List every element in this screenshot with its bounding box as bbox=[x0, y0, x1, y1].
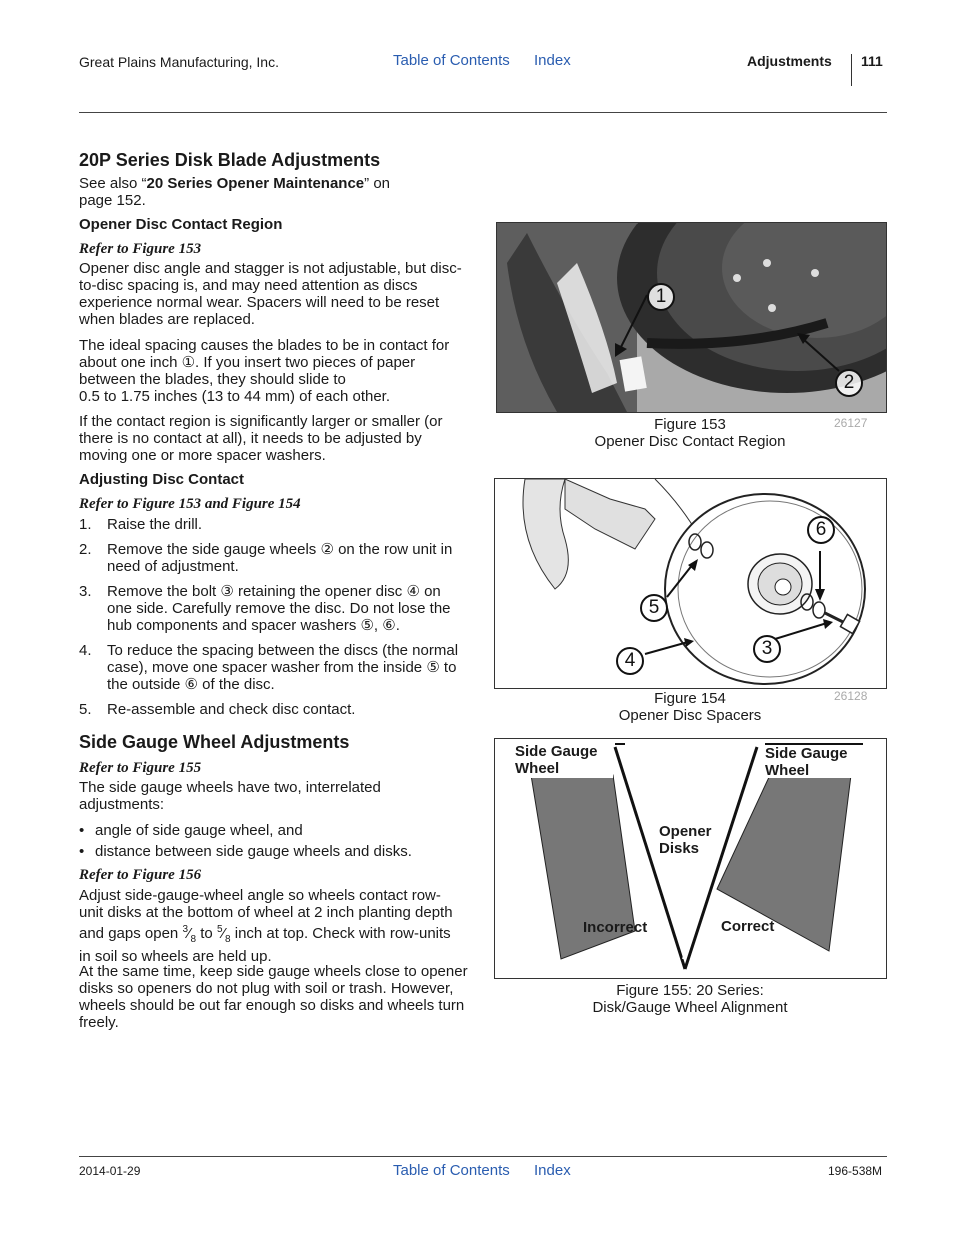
subsection-title-contact-region: Opener Disc Contact Region bbox=[79, 216, 283, 233]
figure-reference: Refer to Figure 153 and Figure 154 bbox=[79, 496, 301, 512]
callout-5: 5 bbox=[640, 594, 668, 622]
header-rule bbox=[79, 112, 887, 113]
callout-6: 6 bbox=[807, 516, 835, 544]
figure-reference: Refer to Figure 156 bbox=[79, 867, 202, 883]
figure-153-photo bbox=[496, 222, 887, 413]
callout-2: 2 bbox=[835, 369, 863, 397]
paragraph-gauge-angle: Adjust side-gauge-wheel angle so wheels contact row-unit disks at the bottom of wheel at 2 inch planting depth and gaps open $^3⁄_8$ to $^5⁄_8$ inch at top. Check with row-units in soil so wheels are held up. bbox=[79, 887, 453, 965]
label-side-gauge-wheel-left: Side Gauge Wheel bbox=[515, 743, 598, 777]
figure-153-caption: Figure 153 Opener Disc Contact Region bbox=[594, 416, 786, 450]
callout-1: 1 bbox=[647, 283, 675, 311]
figure-153-id: 26127 bbox=[834, 416, 868, 430]
footer-index-link[interactable]: Index bbox=[534, 1162, 571, 1179]
page-number: 111 bbox=[861, 53, 883, 69]
footer-doc-id: 196-538M bbox=[828, 1164, 883, 1178]
subsection-title-adjusting: Adjusting Disc Contact bbox=[79, 471, 245, 488]
footer-date: 2014-01-29 bbox=[79, 1164, 141, 1178]
figure-155-caption: Figure 155: 20 Series: Disk/Gauge Wheel Alignment bbox=[592, 982, 788, 1016]
opener-disc-photo bbox=[497, 223, 886, 412]
paragraph-contact-region: If the contact region is significantly larger or smaller (or there is no contact at all), it needs to be adjusted by moving one or more spacer washers. bbox=[79, 413, 443, 464]
paragraph-disc-angle: Opener disc angle and stagger is not adjustable, but disc-to-disc spacing is, and may need attention as discs experience normal wear. Spacers will need to be reset when blades are replaced. bbox=[79, 260, 462, 328]
figure-154-id: 26128 bbox=[834, 689, 868, 703]
figure-155-diagram bbox=[494, 738, 887, 979]
company-name: Great Plains Manufacturing, Inc. bbox=[79, 54, 279, 70]
label-opener-disks: Opener Disks bbox=[659, 823, 712, 857]
opener-disc-spacers-drawing bbox=[495, 479, 886, 688]
section-title-gauge-wheel: Side Gauge Wheel Adjustments bbox=[79, 732, 350, 752]
paragraph-ideal-spacing: The ideal spacing causes the blades to be in contact for about one inch ①. If you insert two pieces of paper between the blades, they should slide to 0.5 to 1.75 inches (13 to 44 mm) of each other. bbox=[79, 337, 450, 405]
figure-reference: Refer to Figure 155 bbox=[79, 760, 202, 776]
paragraph-gauge-intro: The side gauge wheels have two, interrelated adjustments: bbox=[79, 779, 381, 813]
callout-4: 4 bbox=[616, 647, 644, 675]
see-also-text: See also “20 Series Opener Maintenance” on page 152. bbox=[79, 175, 391, 209]
footer-toc-link[interactable]: Table of Contents bbox=[393, 1162, 510, 1179]
header-divider bbox=[851, 54, 852, 86]
paragraph-gauge-distance: At the same time, keep side gauge wheels close to opener disks so openers do not plug with soil or trash. However, wheels should be out far enough so disks and wheels turn freely. bbox=[79, 963, 468, 1031]
callout-3: 3 bbox=[753, 635, 781, 663]
section-name: Adjustments bbox=[747, 53, 832, 69]
header-toc-link[interactable]: Table of Contents bbox=[393, 52, 510, 69]
section-title-disk-blade: 20P Series Disk Blade Adjustments bbox=[79, 150, 381, 170]
figure-reference: Refer to Figure 153 bbox=[79, 241, 202, 257]
figure-154-drawing bbox=[494, 478, 887, 689]
label-side-gauge-wheel-right: Side Gauge Wheel bbox=[765, 745, 848, 779]
figure-154-caption: Figure 154 Opener Disc Spacers bbox=[618, 690, 762, 724]
label-correct: Correct bbox=[721, 918, 775, 935]
header-index-link[interactable]: Index bbox=[534, 52, 571, 69]
label-incorrect: Incorrect bbox=[583, 919, 648, 936]
footer-rule bbox=[79, 1156, 887, 1157]
